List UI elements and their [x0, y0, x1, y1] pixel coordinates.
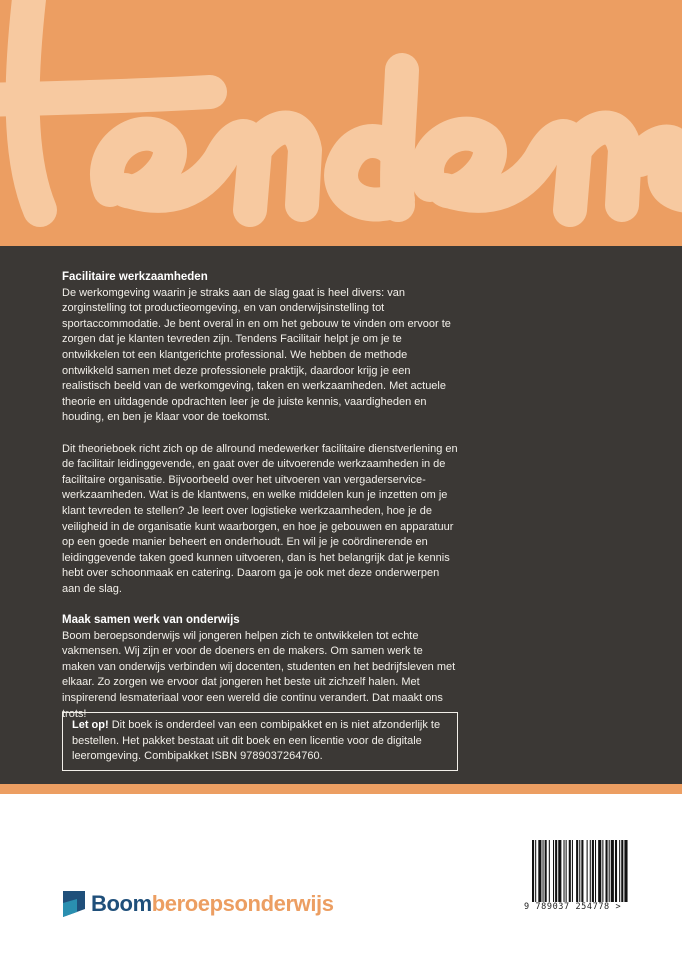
barcode-bar — [595, 840, 596, 902]
boom-logo-mark-icon — [63, 891, 85, 917]
barcode-bar — [592, 840, 594, 902]
publisher-name-part1: Boom — [91, 891, 152, 916]
notice-box — [62, 712, 458, 771]
tendens-script-decoration — [0, 0, 682, 236]
section-title-facilitaire-werkzaamheden: Facilitaire werkzaamheden — [62, 271, 208, 283]
barcode-bar — [621, 840, 623, 902]
barcode-bar — [535, 840, 536, 902]
barcode-bar — [609, 840, 610, 902]
barcode-bar — [602, 840, 603, 902]
barcode-bar — [576, 840, 578, 902]
barcode-bar — [538, 840, 541, 902]
barcode-bar — [611, 840, 614, 902]
barcode-bar — [566, 840, 567, 902]
publisher-logo — [63, 888, 334, 920]
section2-paragraph: Boom beroepsonderwijs wil jongeren helpen zich te ontwikkelen tot echte vakmensen. Wij zijn er voor de doeners en de makers. Om samen werk te maken van onderwijs verbinden wij docenten, studenten en het bedrijfsleven met elkaar. Zo zorgen we ervoor dat jongeren het beste uit zichzelf halen. Met inspirerend lesmateriaal voor een wereld die continu verandert. Dat maakt ons trots! — [62, 629, 456, 720]
back-cover-main-panel — [0, 246, 682, 784]
barcode-bar — [564, 840, 565, 902]
barcode-bar — [532, 840, 534, 902]
barcode-bar — [579, 840, 580, 902]
publisher-name-part2: beroepsonderwijs — [151, 891, 334, 916]
section-title-maak-samen-werk: Maak samen werk van onderwijs — [62, 614, 240, 627]
barcode-bar — [581, 840, 583, 902]
barcode-bar — [590, 840, 591, 902]
barcode-bar — [543, 840, 544, 902]
barcode-bar — [615, 840, 617, 902]
publisher-name — [91, 891, 334, 917]
section1-paragraph2: Dit theorieboek richt zich op de allround medewerker facilitaire dienstverlening en de facilitair leidinggevende, en gaat over de uitvoerende werkzaamheden in de facilitaire organisatie. Bijvoorbeeld over het uitvoeren van vergaderservice-werkzaamheden. Wat is de klantwens, en welke middelen kun je inzetten om je klant tevreden te stellen? Je leert over logistieke werkzaamheden, hoe je de veiligheid in de organisatie kunt waarborgen, en hoe je gebouwen en apparatuur op een goede manier beheert en onderhoudt. En wil je je coördinerende en leidinggevende taken goed kunnen uitvoeren, dan is het belangrijk dat je kennis hebt over schoonmaak en catering. Daarom ga je ook met deze onderwerpen aan de slag. — [62, 442, 458, 595]
barcode-bar — [569, 840, 571, 902]
barcode-bar — [624, 840, 627, 902]
barcode-bars — [530, 840, 640, 902]
barcode-bar — [619, 840, 620, 902]
orange-divider-top — [0, 236, 682, 246]
orange-divider-bottom — [0, 784, 682, 794]
blurb — [62, 270, 458, 738]
barcode-bar — [587, 840, 588, 902]
barcode-bar — [572, 840, 573, 902]
barcode-bar — [553, 840, 554, 902]
isbn-barcode-number: 9 789037 254778 > — [524, 902, 622, 912]
top-decorative-band — [0, 0, 682, 236]
barcode-bar — [555, 840, 557, 902]
notice-text: Dit boek is onderdeel van een combipakket en is niet afzonderlijk te bestellen. Het pakket bestaat uit dit boek en een licentie voor de digitale leeromgeving. Combipakket ISBN 9789037264760. — [72, 719, 441, 763]
barcode-bar — [606, 840, 608, 902]
section1-paragraph1: De werkomgeving waarin je straks aan de slag gaat is heel divers: van zorginstelling tot productieomgeving, en van onderwijsinstelling tot sportaccommodatie. Je bent overal in en om het gebouw te vinden om ervoor te zorgen dat je klanten tevreden zijn. Tendens Facilitair helpt je om je te ontwikkelen tot een klantgerichte professional. We hebben de methode ontwikkeld samen met deze professionele praktijk, daardoor krijg je een realistisch beeld van de werkomgeving, taken en werkzaamheden. Met actuele theorie en uitdagende opdrachten leer je de juiste kennis, vaardigheden en houding, en ben je klaar voor de toekomst. — [62, 286, 451, 424]
barcode-bar — [545, 840, 547, 902]
barcode-bar — [549, 840, 550, 902]
notice-label: Let op! — [72, 719, 109, 731]
barcode-bar — [598, 840, 601, 902]
barcode-bar — [558, 840, 561, 902]
